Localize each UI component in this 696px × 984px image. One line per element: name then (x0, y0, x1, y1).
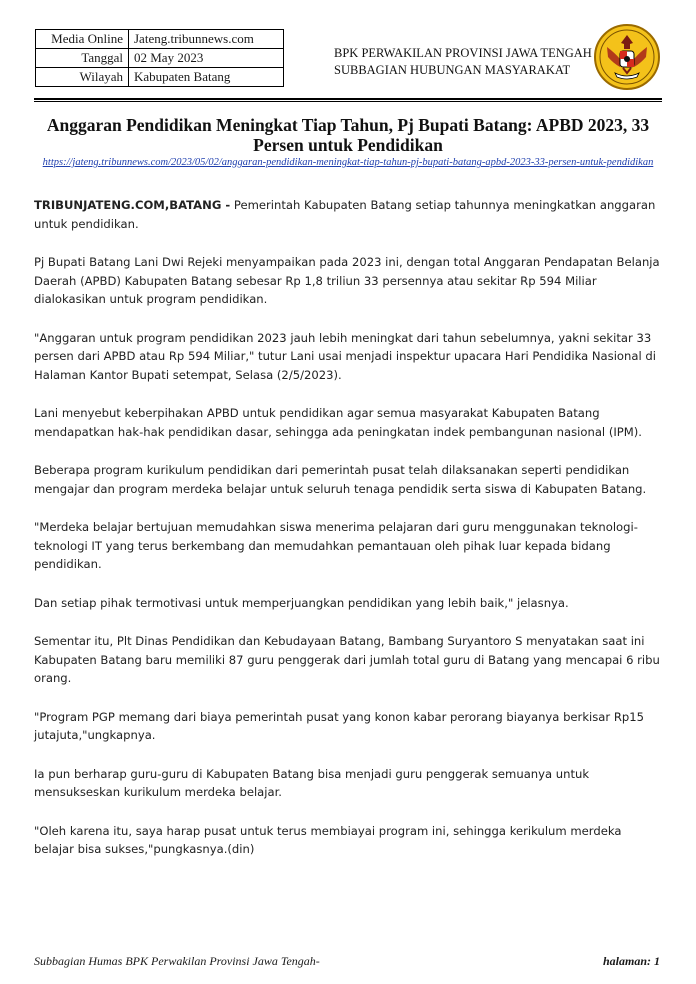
dateline: TRIBUNJATENG.COM,BATANG - (34, 198, 231, 212)
footer-page-number: halaman: 1 (602, 954, 660, 968)
header-rule-thin (34, 101, 662, 102)
paragraph: Lani menyebut keberpihakan APBD untuk pendidikan agar semua masyarakat Kabupaten Batang mendapatkan hak-hak pendidikan dasar, sehingga ada peningkatan indek pembangunan nasional (IPM). (34, 406, 642, 439)
date-row (36, 49, 284, 68)
date-label: Tanggal (36, 49, 129, 68)
paragraph: Beberapa program kurikulum pendidikan dari pemerintah pusat telah dilaksanakan seperti pendidikan mengajar dan program merdeka belajar untuk seluruh tenaga pendidik serta siswa di Kabupaten Batang. (34, 463, 647, 496)
paragraph: "Program PGP memang dari biaya pemerintah pusat yang konon kabar perorang biayanya berkisar Rp15 jutajuta,"ungkapnya. (34, 709, 645, 742)
lead-text: Pemerintah Kabupaten Batang setiap tahunnya meningkatkan anggaran untuk pendidikan. (34, 198, 656, 231)
region-row (36, 68, 284, 87)
date-value: 02 May 2023 (129, 49, 284, 68)
article-body (34, 196, 662, 879)
lead-paragraph (34, 196, 662, 233)
paragraph: "Anggaran untuk program pendidikan 2023 jauh lebih meningkat dari tahun sebelumnya, yakni sekitar 33 persen dari APBD atau Rp 594 Miliar," tutur Lani usai menjadi inspektur upacara Hari Pendidika Nasional di Halaman Kantor Bupati setempat, Selasa (2/5/2023). (34, 330, 656, 382)
media-info-table (35, 29, 284, 87)
media-value: Jateng.tribunnews.com (129, 30, 284, 49)
paragraph: Dan setiap pihak termotivasi untuk memperjuangkan pendidikan yang lebih baik," jelasnya. (34, 595, 569, 610)
region-value: Kabupaten Batang (129, 68, 284, 87)
org-division: SUBBAGIAN HUBUNGAN MASYARAKAT (334, 63, 571, 77)
paragraph: Pj Bupati Batang Lani Dwi Rejeki menyampaikan pada 2023 ini, dengan total Anggaran Pendapatan Belanja Daerah (APBD) Kabupaten Batang sebesar Rp 1,8 triliun 33 persennya atau sekitar Rp 594 Miliar dialokasikan untuk program pendidikan. (34, 255, 660, 306)
paragraph: "Merdeka belajar bertujuan memudahkan siswa menerima pelajaran dari guru menggunakan teknologi-teknologi IT yang terus berkembang dan memudahkan pemantauan oleh pihak luar kepada bidang pendidikan. (34, 520, 638, 571)
article-title: Anggaran Pendidikan Meningkat Tiap Tahun, Pj Bupati Batang: APBD 2023, 33 Persen untuk Pendidikan (46, 115, 650, 155)
region-label: Wilayah (36, 68, 129, 87)
header-rule (34, 98, 662, 100)
paragraph: Ia pun berharap guru-guru di Kabupaten Batang bisa menjadi guru penggerak semuanya untuk mensukseskan kurikulum merdeka belajar. (34, 766, 590, 799)
media-row (36, 30, 284, 49)
garuda-emblem-icon (593, 23, 661, 91)
org-name: BPK PERWAKILAN PROVINSI JAWA TENGAH (334, 46, 592, 60)
paragraph: "Oleh karena itu, saya harap pusat untuk terus membiayai program ini, sehingga kerikulum merdeka belajar bisa sukses,"pungkasnya.(din) (34, 823, 622, 856)
paragraph: Sementar itu, Plt Dinas Pendidikan dan Kebudayaan Batang, Bambang Suryantoro S menyatakan saat ini Kabupaten Batang baru memiliki 87 guru penggerak dari jumlah total guru di Batang yang mencapai 6 ribu orang. (34, 634, 660, 685)
media-label: Media Online (36, 30, 129, 49)
organization-header (334, 45, 592, 79)
footer-department: Subbagian Humas BPK Perwakilan Provinsi Jawa Tengah- (34, 954, 320, 968)
article-url-link[interactable]: https://jateng.tribunnews.com/2023/05/02/anggaran-pendidikan-meningkat-tiap-tahun-pj-bupati-batang-apbd-2023-33-persen-untuk-pendidikan (42, 157, 654, 168)
